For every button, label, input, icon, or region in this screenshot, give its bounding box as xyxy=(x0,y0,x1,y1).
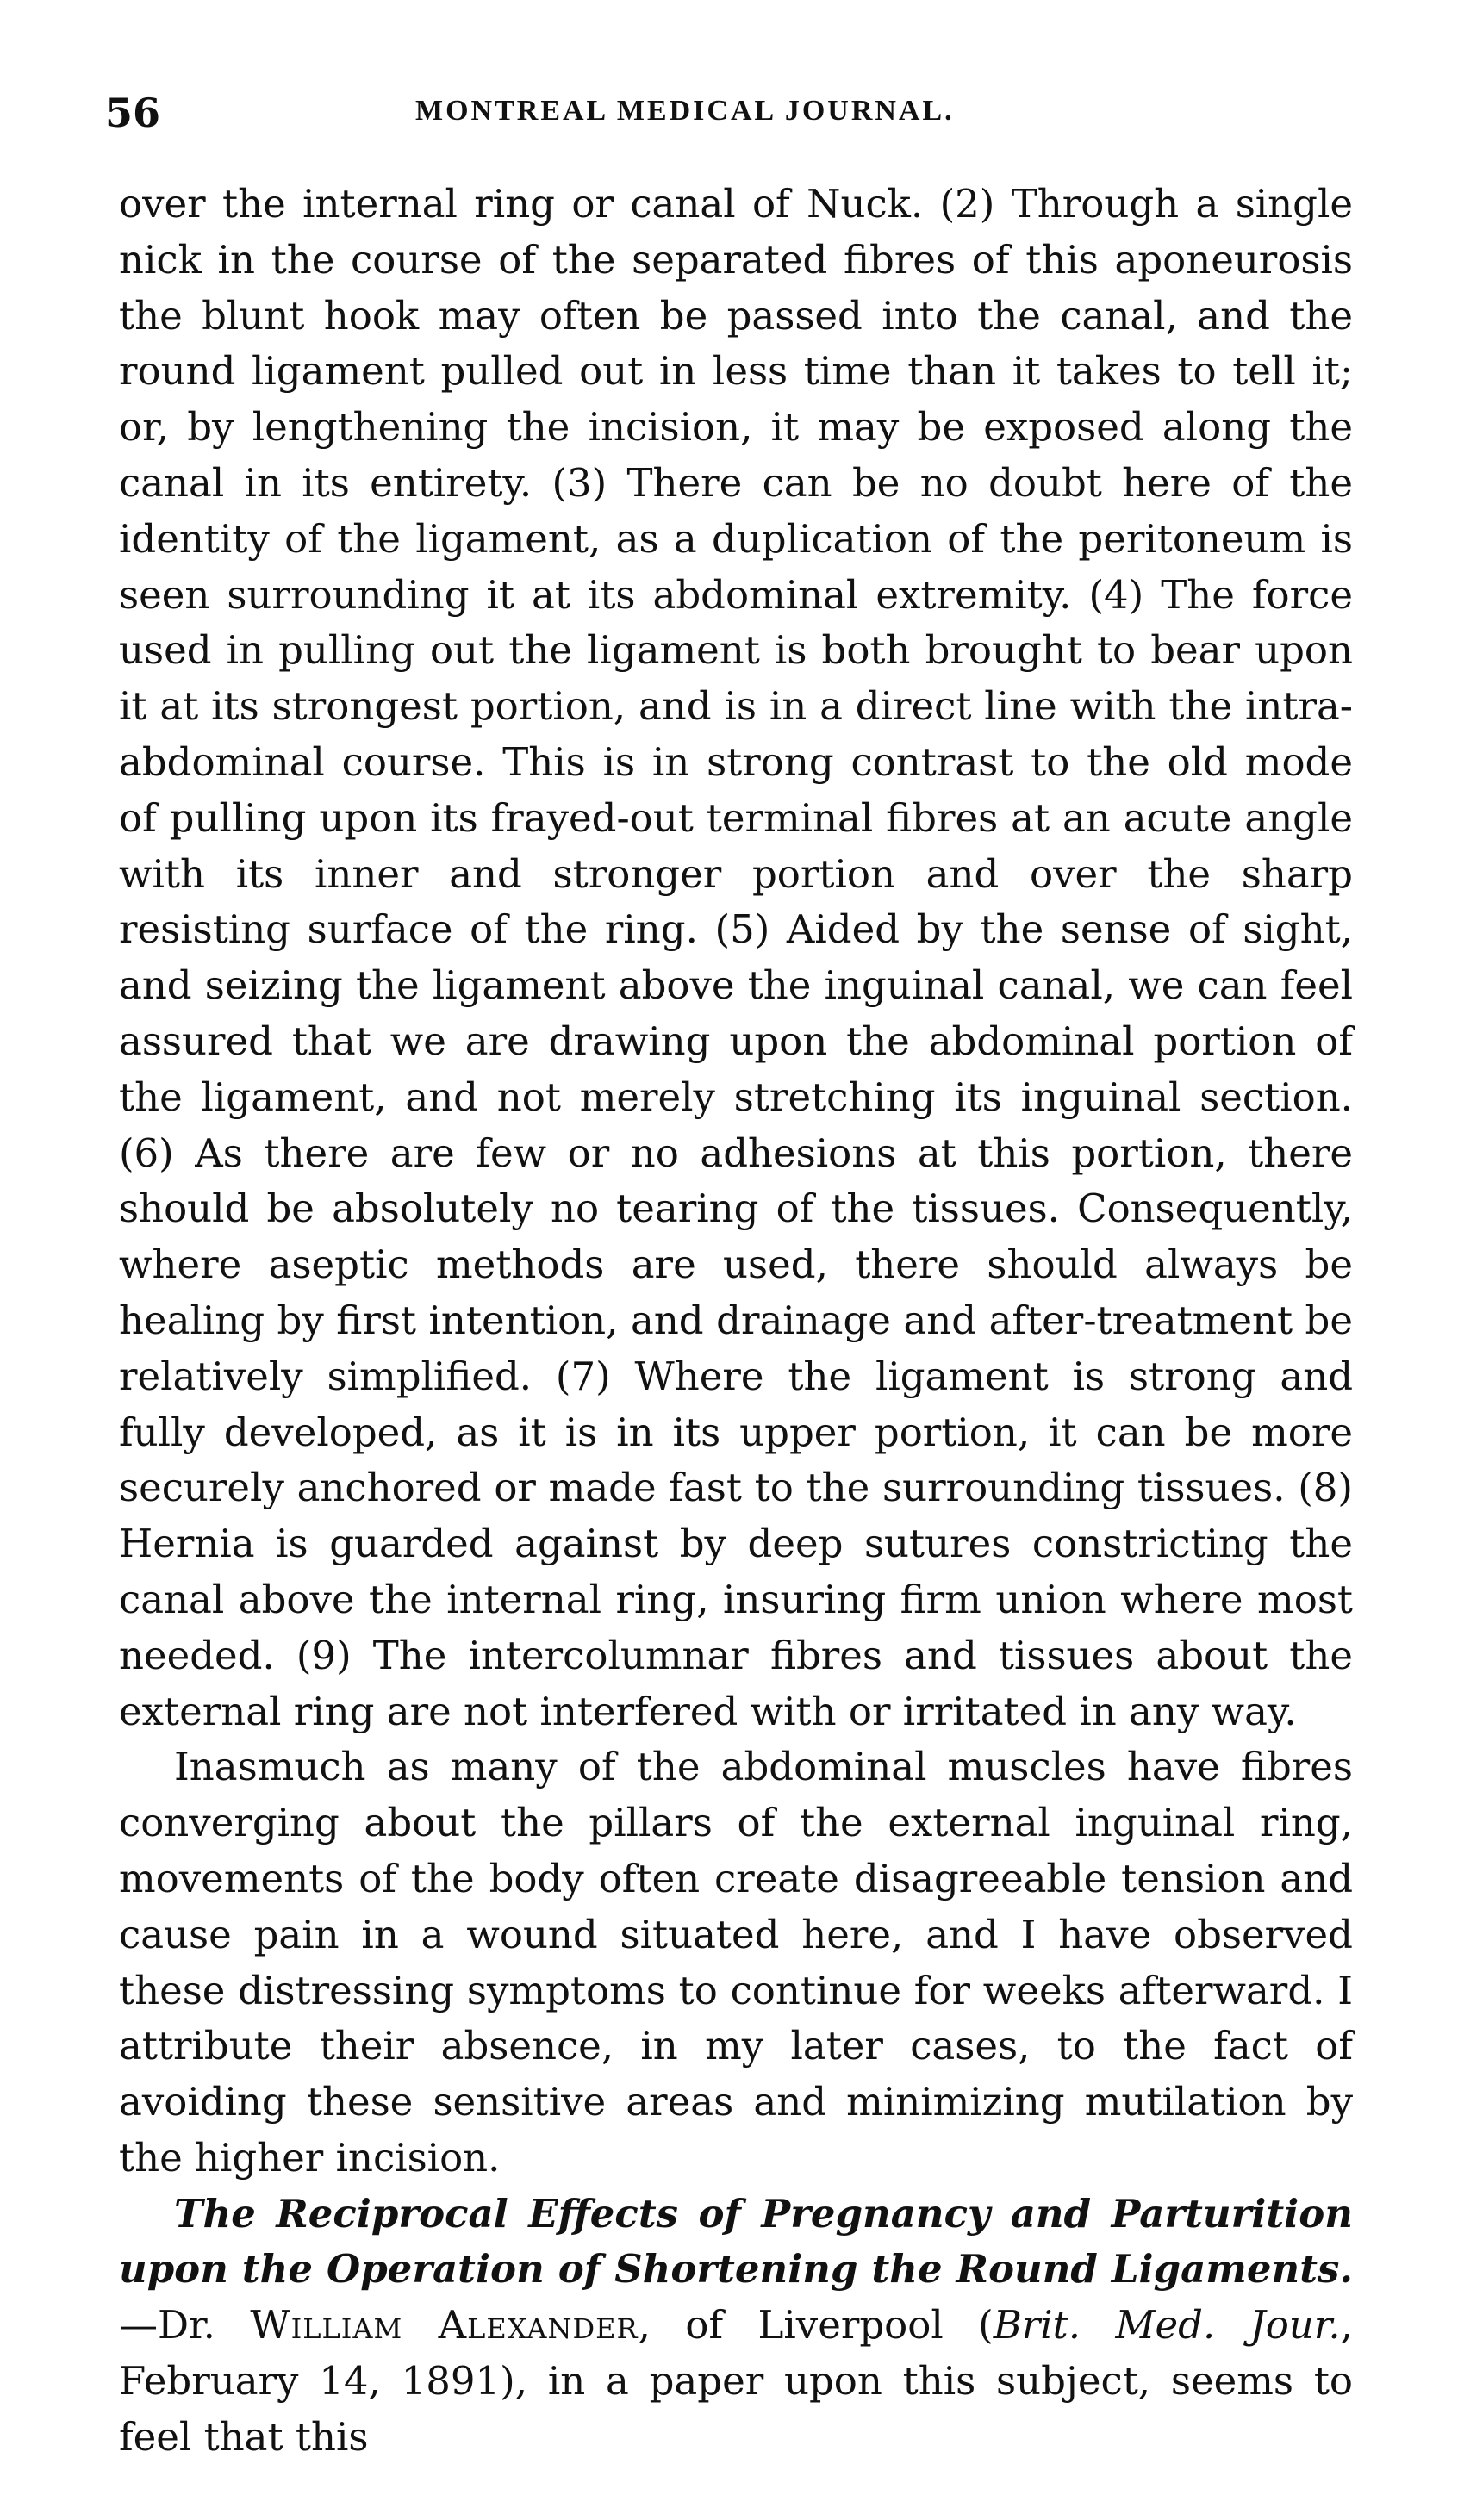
citation-journal: Brit. Med. Jour. xyxy=(993,2302,1341,2349)
abstract-dash: —Dr. xyxy=(119,2302,251,2349)
citation-rest: , February 14, 1891), in a paper upon this subject, seems to feel that this xyxy=(119,2302,1353,2460)
abstract-title: The Reciprocal Effects of Pregnancy and Parturition upon the Operation of Shortening the Round Ligaments. xyxy=(119,2190,1353,2293)
author-name: William Alexander xyxy=(250,2302,639,2349)
paragraph-continued: over the internal ring or canal of Nuck. (2) Through a single nick in the course of the separated fibres of this aponeurosis the blunt hook may often be passed into the canal, and the round ligament pulled out in less time than it takes to tell it; or, by lengthening the incision, it may be exposed along the canal in its entirety. (3) There can be no doubt here of the identity of the ligament, as a duplication of the peritoneum is seen surrounding it at its abdominal extremity. (4) The force used in pulling out the ligament is both brought to bear upon it at its strongest portion, and is in a direct line with the intra-abdominal course. This is in strong contrast to the old mode of pulling upon its frayed-out terminal fibres at an acute angle with its inner and stronger portion and over the sharp resisting surface of the ring. (5) Aided by the sense of sight, and seizing the ligament above the inguinal canal, we can feel assured that we are drawing upon the abdominal portion of the ligament, and not merely stretching its inguinal section. (6) As there are few or no adhesions at this portion, there should be absolutely no tearing of the tissues. Consequently, where aseptic methods are used, there should always be healing by first intention, and drainage and after-treatment be relatively simplified. (7) Where the ligament is strong and fully developed, as it is in its upper portion, it can be more securely anchored or made fast to the surrounding tissues. (8) Hernia is guarded against by deep sutures constricting the canal above the internal ring, insuring firm union where most needed. (9) The intercolumnar fibres and tissues about the external ring are not interfered with or irritated in any way. xyxy=(119,181,1353,1734)
article-body xyxy=(119,177,1353,2466)
author-location: , of Liverpool ( xyxy=(638,2302,994,2349)
journal-title: MONTREAL MEDICAL JOURNAL. xyxy=(415,95,955,127)
page-number: 56 xyxy=(105,90,161,136)
paragraph-inasmuch: Inasmuch as many of the abdominal muscles have fibres converging about the pillars of the external inguinal ring, movements of the body often create disagreeable tension and cause pain in a wound situated here, and I have observed these distressing symptoms to continue for weeks afterward. I attribute their absence, in my later cases, to the fact of avoiding these sensitive areas and minimizing mutilation by the higher incision. xyxy=(119,1744,1353,2181)
running-head xyxy=(105,90,1353,141)
paragraph-abstract xyxy=(119,2187,1353,2466)
